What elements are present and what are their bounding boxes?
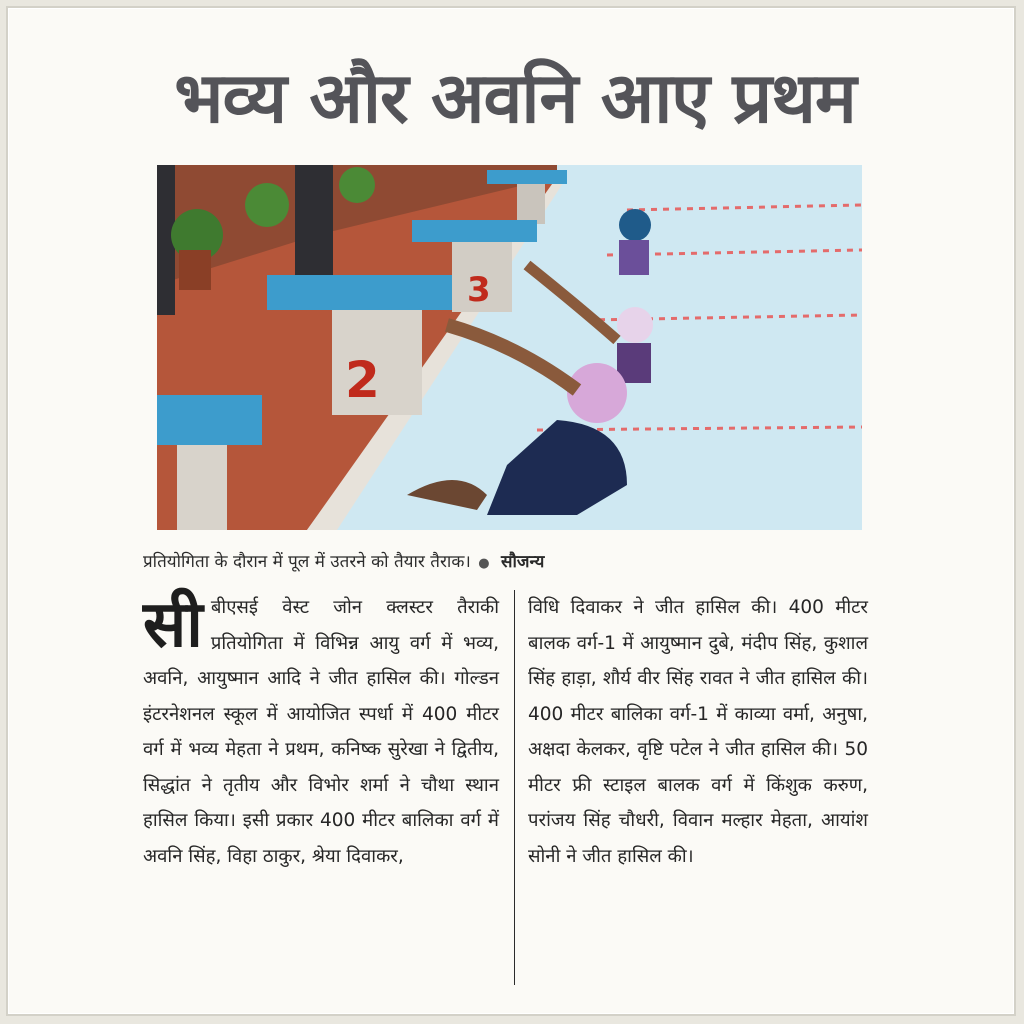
block-number-3: 3	[467, 270, 491, 310]
block-number-2: 2	[345, 351, 380, 409]
swimming-photo	[157, 165, 862, 530]
article-column-1	[143, 590, 499, 985]
bullet-icon: ●	[478, 556, 490, 571]
column-1-text: बीएसई वेस्ट जोन क्लस्टर तैराकी प्रतियोगिता में विभिन्न आयु वर्ग में भव्य, अवनि, आयुष्मान आदि ने जीत हासिल की। गोल्डन इंटरनेशनल स्कूल में आयोजित स्पर्धा में 400 मीटर वर्ग में भव्य मेहता ने प्रथम, कनिष्क सुरेखा ने द्वितीय, सिद्धांत ने तृतीय और विभोर शर्मा ने चौथा स्थान हासिल किया। इसी प्रकार 400 मीटर बालिका वर्ग में अवनि सिंह, विहा ठाकुर, श्रेया दिवाकर,	[143, 597, 499, 867]
article-column-2	[528, 590, 868, 985]
headline: भव्य और अवनि आए प्रथम	[174, 57, 856, 139]
photo-credit: सौजन्य	[500, 552, 545, 572]
column-divider	[514, 590, 515, 985]
column-2-text: विधि दिवाकर ने जीत हासिल की। 400 मीटर बालक वर्ग-1 में आयुष्मान दुबे, मंदीप सिंह, कुशाल सिंह हाड़ा, शौर्य वीर सिंह रावत ने जीत हासिल की। 400 मीटर बालिका वर्ग-1 में काव्या वर्मा, अनुषा, अक्षदा केलकर, वृष्टि पटेल ने जीत हासिल की। 50 मीटर फ्री स्टाइल बालक वर्ग में किंशुक करुण, परांजय सिंह चौधरी, विवान मल्हार मेहता, आयांश सोनी ने जीत हासिल की।	[528, 597, 868, 867]
caption-text: प्रतियोगिता के दौरान में पूल में उतरने को तैयार तैराक।	[143, 552, 471, 572]
drop-cap: सी	[143, 588, 203, 662]
photo-caption	[143, 545, 873, 579]
